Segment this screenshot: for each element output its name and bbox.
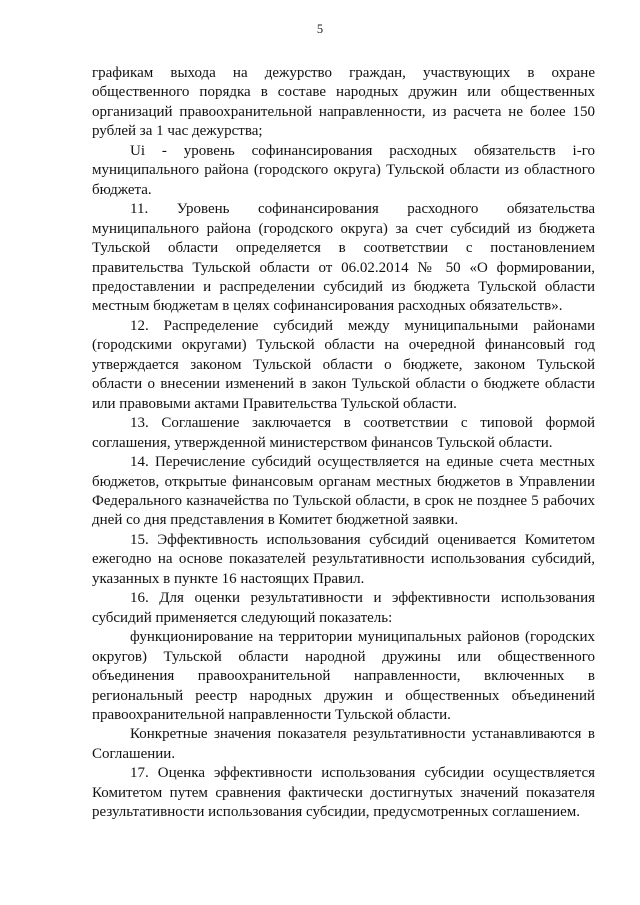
paragraph-item-14: 14. Перечисление субсидий осуществляется на единые счета местных бюджетов, открытые финансовым органам местных бюджетов в Управлении Федерального казначейства по Тульской области, в срок не позднее 5 рабочих дней со дня представления в Комитет бюджетной заявки.: [92, 454, 595, 529]
paragraph: функционирование на территории муниципальных районов (городских округов) Тульской области народной дружины или общественного объединения правоохранительной направленности, включенных в региональный реестр народных дружин и общественных объединений правоохранительной направленности Тульской области.: [92, 629, 595, 723]
document-body: [92, 64, 595, 823]
paragraph-item-16: 16. Для оценки результативности и эффективности использования субсидий применяется следующий показатель:: [92, 590, 595, 626]
paragraph-item-11: 11. Уровень софинансирования расходного обязательства муниципального района (городского округа) за счет субсидий из бюджета Тульской области определяется в соответствии с постановлением правительства Тульской области от 06.02.2014 № 50 «О формировании, предоставлении и распределении субсидий из бюджета Тульской области местным бюджетам в целях софинансирования расходных обязательств».: [92, 201, 595, 315]
paragraph-item-17: 17. Оценка эффективности использования субсидии осуществляется Комитетом путем сравнения фактически достигнутых значений показателя результативности использования субсидии, предусмотренных соглашением.: [92, 765, 595, 821]
paragraph-item-15: 15. Эффективность использования субсидий оценивается Комитетом ежегодно на основе показателей результативности использования субсидий, указанных в пункте 16 настоящих Правил.: [92, 531, 595, 587]
paragraph: Конкретные значения показателя результативности устанавливаются в Соглашении.: [92, 726, 595, 762]
paragraph: Ui - уровень софинансирования расходных обязательств i-го муниципального района (городского округа) Тульской области из областного бюджета.: [92, 142, 595, 198]
paragraph: графикам выхода на дежурство граждан, участвующих в охране общественного порядка в составе народных дружин или общественных организаций правоохранительной направленности, из расчета не более 150 рублей за 1 час дежурства;: [92, 65, 595, 140]
page-number: 5: [316, 22, 324, 36]
paragraph-item-13: 13. Соглашение заключается в соответствии с типовой формой соглашения, утвержденной министерством финансов Тульской области.: [92, 415, 595, 451]
paragraph-item-12: 12. Распределение субсидий между муниципальными районами (городскими округами) Тульской области на очередной финансовый год утверждается законом Тульской области о бюджете, законом Тульской области о внесении изменений в закон Тульской области о бюджете области или правовыми актами Правительства Тульской области.: [92, 317, 595, 412]
